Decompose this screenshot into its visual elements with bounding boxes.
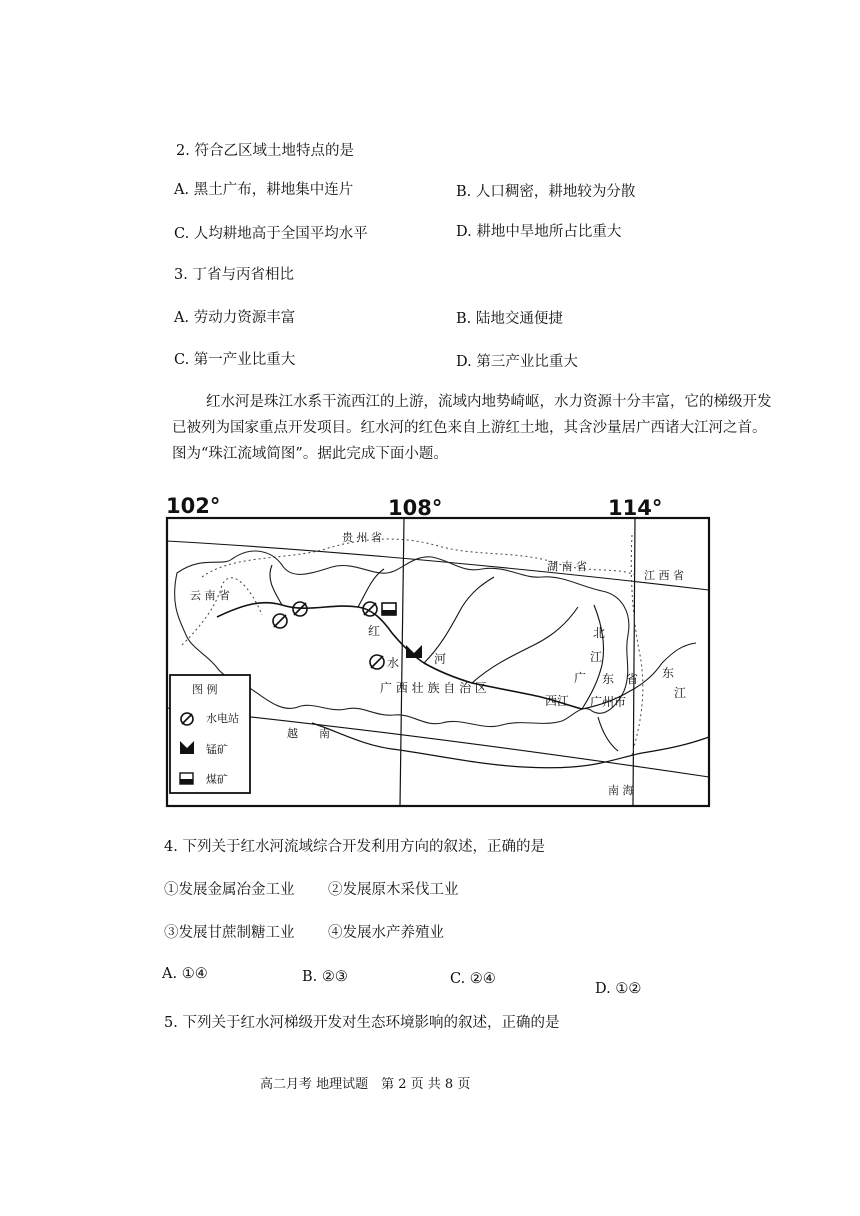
q5-stem: 5. 下列关于红水河梯级开发对生态环境影响的叙述，正确的是 xyxy=(164,1015,560,1031)
pearl-river-map xyxy=(162,495,722,810)
label-dong2: 东 xyxy=(662,666,675,680)
label-guizhou: 贵 州 省 xyxy=(342,531,382,544)
label-jiangxi: 江 西 省 xyxy=(644,569,684,582)
label-jiang: 江 xyxy=(590,650,603,664)
label-nan: 南 xyxy=(319,727,330,740)
intro-paragraph: 红水河是珠江水系干流西江的上游，流域内地势崎岖，水力资源十分丰富，它的梯级开发已被列为国家重点开发项目。红水河的红色来自上游红土地，其含沙量居广西诸大江河之首。图为“珠江流域简图”。据此完成下面小题。 xyxy=(172,394,772,462)
label-hong: 红 xyxy=(368,624,381,638)
label-yue: 越 xyxy=(287,727,298,740)
q4-item-2: ②发展原木采伐工业 xyxy=(328,882,459,898)
q4-option-b: B. ②③ xyxy=(302,969,348,985)
label-he: 河 xyxy=(434,652,447,666)
q4-item-4: ④发展水产养殖业 xyxy=(328,925,444,941)
lon-label-108: 108° xyxy=(388,496,443,520)
label-dong: 东 xyxy=(602,672,615,686)
legend-title: 图 例 xyxy=(192,683,218,696)
q3-option-c: C. 第一产业比重大 xyxy=(174,352,296,368)
q3-option-d: D. 第三产业比重大 xyxy=(456,354,578,370)
legend-coal-label: 煤矿 xyxy=(206,773,228,786)
label-guang: 广 xyxy=(574,671,587,685)
label-guangxi: 广 西 壮 族 自 治 区 xyxy=(380,681,487,695)
q3-option-a: A. 劳动力资源丰富 xyxy=(174,310,296,326)
q2-option-b: B. 人口稠密，耕地较为分散 xyxy=(456,184,636,200)
q4-option-d: D. ①② xyxy=(595,981,642,997)
q4-option-a: A. ①④ xyxy=(162,966,208,982)
label-nanhai: 南 海 xyxy=(608,784,634,797)
q2-stem: 2. 符合乙区域土地特点的是 xyxy=(176,143,354,159)
q2-option-a: A. 黑土广布，耕地集中连片 xyxy=(174,182,354,198)
label-bei: 北 xyxy=(593,626,606,640)
page-footer: 高二月考 地理试题 第 2 页 共 8 页 xyxy=(260,1077,471,1092)
legend-hydro-label: 水电站 xyxy=(206,712,239,725)
lon-label-114: 114° xyxy=(608,496,663,520)
q4-option-c: C. ②④ xyxy=(450,971,496,987)
label-hunan: 湖 南 省 xyxy=(547,560,587,573)
q2-option-c: C. 人均耕地高于全国平均水平 xyxy=(174,226,368,242)
lon-label-102: 102° xyxy=(166,494,221,518)
q3-stem: 3. 丁省与丙省相比 xyxy=(174,267,294,283)
q4-stem: 4. 下列关于红水河流域综合开发利用方向的叙述，正确的是 xyxy=(164,839,545,855)
legend-manganese-label: 锰矿 xyxy=(206,743,228,756)
label-shui: 水 xyxy=(387,656,400,670)
label-sheng: 省 xyxy=(626,672,639,686)
q4-item-1: ①发展金属冶金工业 xyxy=(164,882,295,898)
label-xijiang: 西江 xyxy=(545,694,570,708)
label-yunnan: 云 南 省 xyxy=(190,589,230,602)
label-guangzhou: 广州市 xyxy=(590,695,627,709)
q4-item-3: ③发展甘蔗制糖工业 xyxy=(164,925,295,941)
q3-option-b: B. 陆地交通便捷 xyxy=(456,311,563,327)
q2-option-d: D. 耕地中旱地所占比重大 xyxy=(456,224,622,240)
label-jiang2: 江 xyxy=(674,686,687,700)
